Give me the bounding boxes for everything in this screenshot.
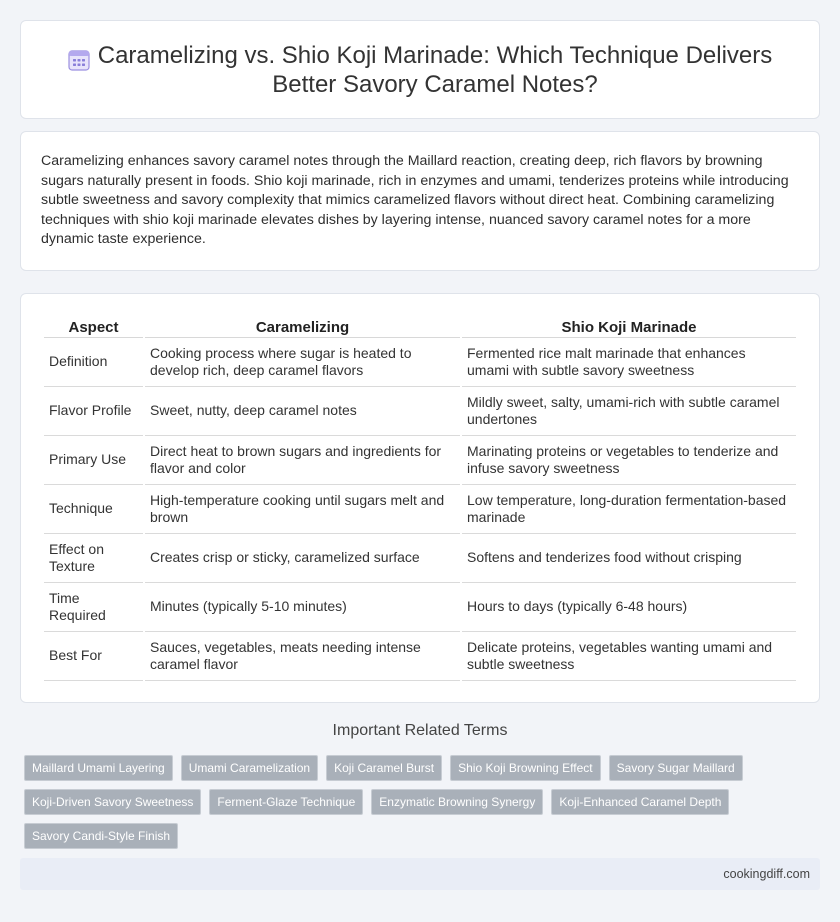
- row-aspect: Primary Use: [44, 436, 143, 485]
- header-aspect: Aspect: [44, 314, 143, 338]
- row-aspect: Effect on Texture: [44, 534, 143, 583]
- row-caramelizing: Cooking process where sugar is heated to develop rich, deep caramel flavors: [145, 338, 460, 387]
- intro-card: [20, 131, 820, 271]
- page-title: Caramelizing vs. Shio Koji Marinade: Which Technique Delivers Better Savory Caramel Notes?: [97, 41, 773, 98]
- row-aspect: Definition: [44, 338, 143, 387]
- table-row: [44, 436, 796, 485]
- row-caramelizing: Direct heat to brown sugars and ingredients for flavor and color: [145, 436, 460, 485]
- header-shio-koji: Shio Koji Marinade: [462, 314, 796, 338]
- table-row: [44, 485, 796, 534]
- related-term-tag[interactable]: Koji-Enhanced Caramel Depth: [551, 789, 729, 815]
- row-shio-koji: Mildly sweet, salty, umami-rich with subtle caramel undertones: [462, 387, 796, 436]
- intro-paragraph: Caramelizing enhances savory caramel notes through the Maillard reaction, creating deep, rich flavors by browning sugars naturally present in foods. Shio koji marinade, rich in enzymes and umami, tenderizes proteins while introducing subtle sweetness and savory complexity that mimics caramelized flavors without direct heat. Combining caramelizing techniques with shio koji marinade elevates dishes by layering intense, nuanced savory caramel notes for a more dynamic taste experience.: [41, 153, 789, 247]
- row-shio-koji: Fermented rice malt marinade that enhances umami with subtle savory sweetness: [462, 338, 796, 387]
- related-term-tag[interactable]: Ferment-Glaze Technique: [209, 789, 363, 815]
- row-aspect: Technique: [44, 485, 143, 534]
- row-caramelizing: Creates crisp or sticky, caramelized surface: [145, 534, 460, 583]
- header-caramelizing: Caramelizing: [145, 314, 460, 338]
- table-row: [44, 632, 796, 681]
- row-shio-koji: Softens and tenderizes food without crisping: [462, 534, 796, 583]
- related-term-tag[interactable]: Umami Caramelization: [181, 755, 318, 781]
- row-caramelizing: Minutes (typically 5-10 minutes): [145, 583, 460, 632]
- table-header-row: [44, 314, 796, 338]
- table-row: [44, 534, 796, 583]
- related-terms-heading: Important Related Terms: [332, 722, 508, 739]
- row-shio-koji: Marinating proteins or vegetables to tenderize and infuse savory sweetness: [462, 436, 796, 485]
- row-shio-koji: Hours to days (typically 6-48 hours): [462, 583, 796, 632]
- row-aspect: Flavor Profile: [44, 387, 143, 436]
- row-aspect: Best For: [44, 632, 143, 681]
- related-term-tag[interactable]: Koji Caramel Burst: [326, 755, 442, 781]
- related-term-tag[interactable]: Enzymatic Browning Synergy: [371, 789, 543, 815]
- related-terms-list: [24, 755, 804, 849]
- related-term-tag[interactable]: Shio Koji Browning Effect: [450, 755, 601, 781]
- table-row: [44, 387, 796, 436]
- comparison-table: [42, 314, 798, 681]
- row-caramelizing: Sauces, vegetables, meats needing intense caramel flavor: [145, 632, 460, 681]
- footer: [20, 858, 820, 890]
- title-card: [20, 20, 820, 119]
- comparison-table-card: [20, 293, 820, 703]
- related-term-tag[interactable]: Maillard Umami Layering: [24, 755, 173, 781]
- related-term-tag[interactable]: Savory Candi-Style Finish: [24, 823, 178, 849]
- row-aspect: Time Required: [44, 583, 143, 632]
- row-shio-koji: Low temperature, long-duration fermentation-based marinade: [462, 485, 796, 534]
- footer-site-link[interactable]: cookingdiff.com: [723, 867, 810, 881]
- related-term-tag[interactable]: Savory Sugar Maillard: [609, 755, 743, 781]
- row-shio-koji: Delicate proteins, vegetables wanting umami and subtle sweetness: [462, 632, 796, 681]
- related-term-tag[interactable]: Koji-Driven Savory Sweetness: [24, 789, 201, 815]
- table-row: [44, 583, 796, 632]
- row-caramelizing: Sweet, nutty, deep caramel notes: [145, 387, 460, 436]
- table-row: [44, 338, 796, 387]
- row-caramelizing: High-temperature cooking until sugars melt and brown: [145, 485, 460, 534]
